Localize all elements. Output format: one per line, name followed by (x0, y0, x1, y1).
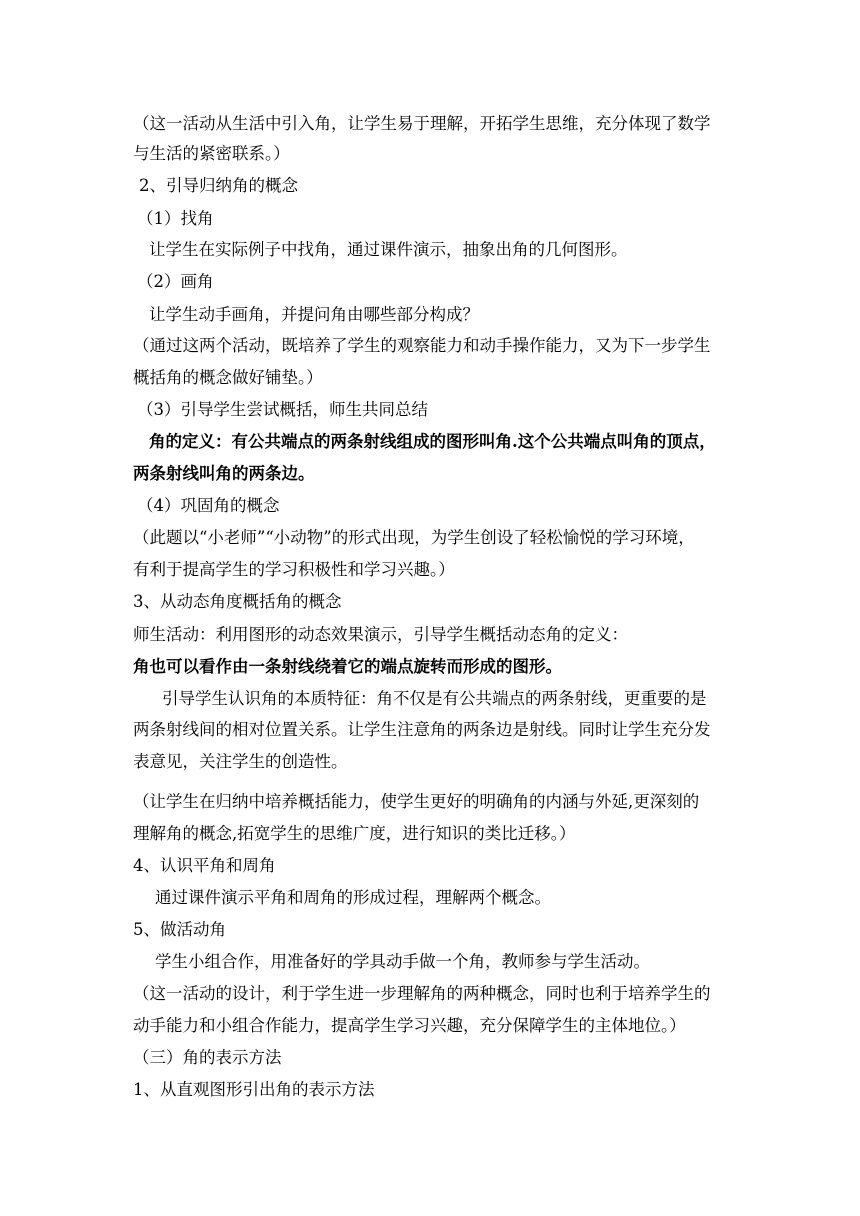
subsection-heading: （4）巩固角的概念 (137, 496, 280, 515)
subsection-heading: （2）画角 (137, 272, 214, 291)
text-line: 理解角的概念,拓宽学生的思维广度，进行知识的类比迁移。） (133, 824, 576, 843)
text-line: 引导学生认识角的本质特征：角不仅是有公共端点的两条射线，更重要的是 (162, 689, 707, 708)
text-line: 动手能力和小组合作能力，提高学生学习兴趣，充分保障学生的主体地位。） (133, 1016, 686, 1035)
text-line: 师生活动：利用图形的动态效果演示，引导学生概括动态角的定义： (133, 625, 628, 644)
section-heading: 4、认识平角和周角 (133, 856, 276, 875)
subsection-heading: （1）找角 (137, 209, 214, 228)
section-heading: 5、做活动角 (133, 920, 226, 939)
text-line: 让学生在实际例子中找角，通过课件演示，抽象出角的几何图形。 (149, 240, 628, 259)
section-heading: （三）角的表示方法 (133, 1048, 282, 1067)
text-line: （让学生在归纳中培养概括能力，使学生更好的明确角的内涵与外延,更深刻的 (133, 792, 700, 811)
text-line: （此题以“小老师”“小动物”的形式出现，为学生创设了轻松愉悦的学习环境， (133, 528, 695, 547)
definition-text: 角也可以看作由一条射线绕着它的端点旋转而形成的图形。 (133, 657, 562, 676)
definition-text: 角的定义：有公共端点的两条射线组成的图形叫角.这个公共端点叫角的顶点， (149, 432, 716, 451)
section-heading: 1、从直观图形引出角的表示方法 (133, 1080, 375, 1099)
text-line: 让学生动手画角，并提问角由哪些部分构成？ (149, 305, 479, 324)
text-line: （通过这两个活动，既培养了学生的观察能力和动手操作能力，又为下一步学生 (133, 336, 711, 355)
text-line: 与生活的紧密联系。） (133, 144, 290, 163)
text-line: 通过课件演示平角和周角的形成过程，理解两个概念。 (155, 888, 551, 907)
text-line: （这一活动从生活中引入角，让学生易于理解，开拓学生思维，充分体现了数学 (133, 114, 711, 133)
text-line: 有利于提高学生的学习积极性和学习兴趣。） (133, 560, 455, 579)
section-heading: 3、从动态角度概括角的概念 (133, 592, 342, 611)
text-line: 学生小组合作，用准备好的学具动手做一个角，教师参与学生活动。 (155, 952, 650, 971)
text-line: 两条射线间的相对位置关系。让学生注意角的两条边是射线。同时让学生充分发 (133, 720, 711, 739)
text-line: （这一活动的设计，利于学生进一步理解角的两种概念，同时也利于培养学生的 (133, 984, 711, 1003)
text-line: 表意见，关注学生的创造性。 (133, 752, 348, 771)
subsection-heading: （3）引导学生尝试概括，师生共同总结 (137, 400, 428, 419)
text-line: 概括角的概念做好铺垫。） (133, 368, 323, 387)
section-heading: 2、引导归纳角的概念 (139, 176, 298, 195)
definition-text: 两条射线叫角的两条边。 (133, 464, 315, 483)
